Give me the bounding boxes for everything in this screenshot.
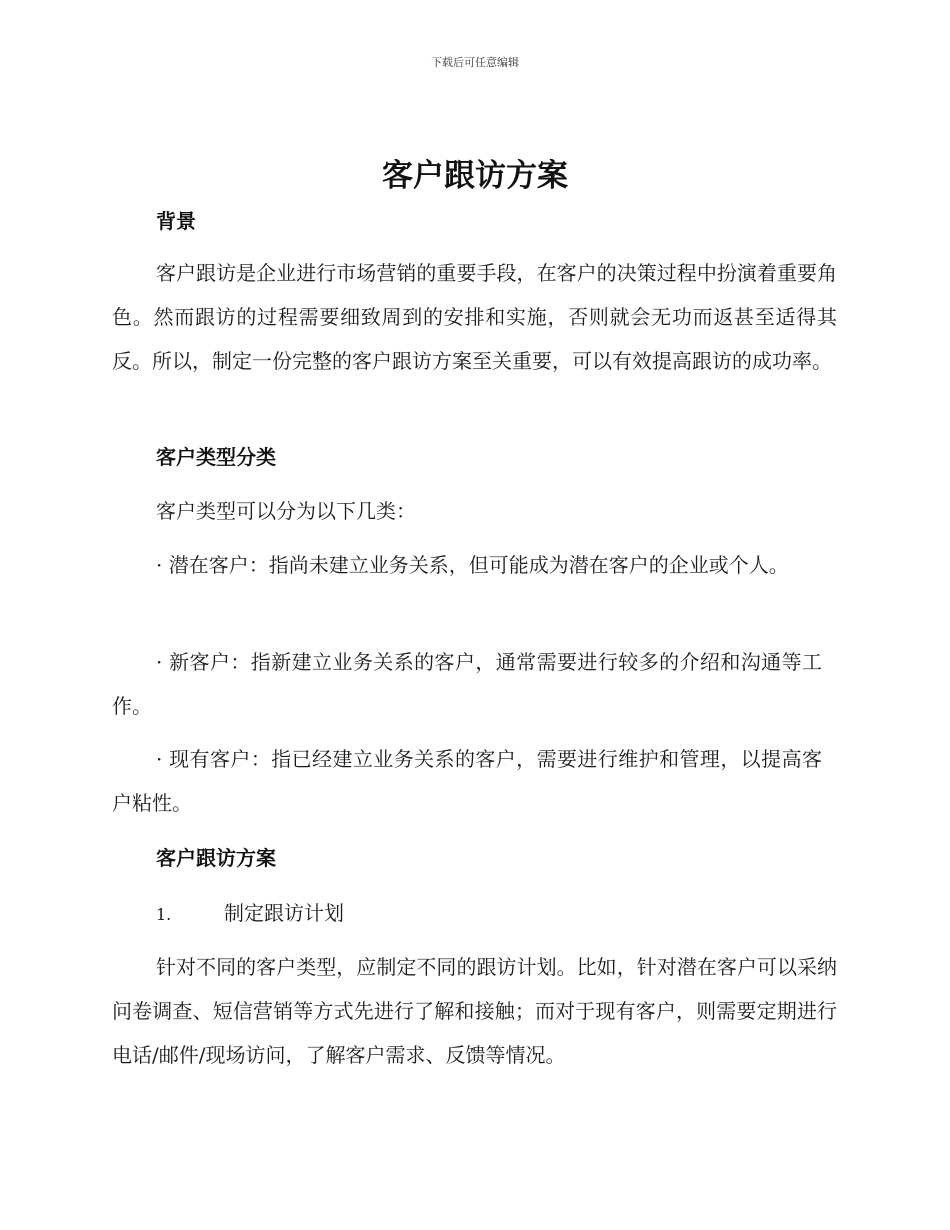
step-title: 制定跟访计划 — [224, 901, 344, 925]
step-number: 1. — [156, 905, 172, 924]
customer-types-intro: 客户类型可以分为以下几类： — [156, 499, 416, 523]
section-heading-customer-types: 客户类型分类 — [156, 445, 276, 469]
background-paragraph: 客户跟访是企业进行市场营销的重要手段，在客户的决策过程中扮演着重要角色。然而跟访的过程需要细致周到的安排和实施，否则就会无功而返甚至适得其反。所以，制定一份完整的客户跟访方案至关重要，可以有效提高跟访的成功率。 — [112, 261, 837, 373]
plan-paragraph: 针对不同的客户类型，应制定不同的跟访计划。比如，针对潜在客户可以采纳问卷调查、短信营销等方式先进行了解和接触；而对于现有客户，则需要定期进行电话/邮件/现场访问，了解客户需求、反馈等情况。 — [112, 955, 837, 1067]
numbered-step — [156, 900, 344, 928]
list-item: · 潜在客户：指尚未建立业务关系，但可能成为潜在客户的企业或个人。 — [156, 553, 789, 577]
document-title: 客户跟访方案 — [382, 158, 568, 194]
page-header: 下载后可任意编辑 — [431, 56, 519, 69]
section-heading-background: 背景 — [156, 209, 196, 233]
list-item: · 现有客户：指已经建立业务关系的客户，需要进行维护和管理，以提高客户粘性。 — [112, 747, 822, 815]
list-item: · 新客户：指新建立业务关系的客户，通常需要进行较多的介绍和沟通等工作。 — [112, 650, 822, 718]
section-heading-plan: 客户跟访方案 — [156, 846, 276, 870]
